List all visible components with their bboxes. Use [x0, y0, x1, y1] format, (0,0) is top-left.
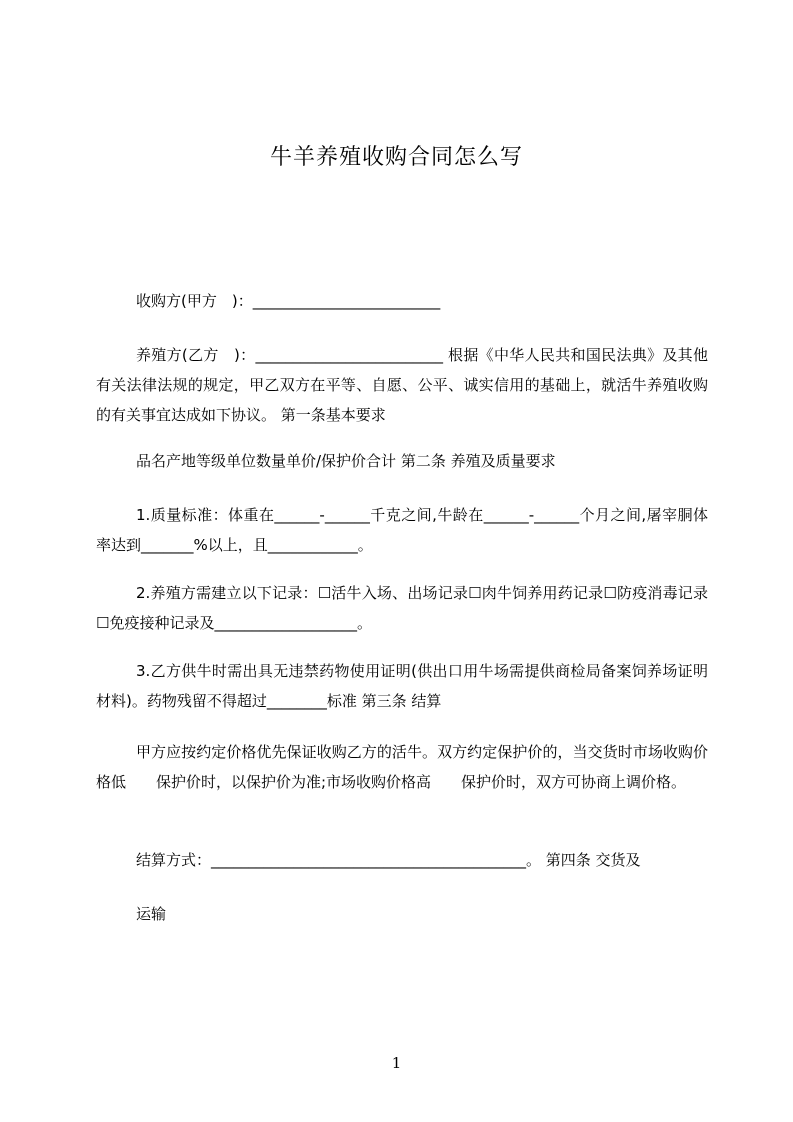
article-one-line: 品名产地等级单位数量单价/保护价合计 第二条 养殖及质量要求 — [136, 452, 556, 470]
party-b-paragraph: 养殖方(乙方 )：_________________________ 根据《中华人民共和国民法典》及其他有关法律法规的规定，甲乙双方在平等、自愿、公平、诚实信用的基础上，就活牛养殖收购的有关事宜达成如下协议。 第一条基本要求 — [96, 346, 708, 424]
party-a-line: 收购方(甲方 )：_________________________ — [136, 292, 441, 310]
quality-standard-paragraph: 1.质量标准：体重在______-______千克之间,牛龄在______-______个月之间,屠宰胴体率达到_______%以上，且____________。 — [96, 506, 708, 554]
settlement-method-line: 结算方式：__________________________________________。 第四条 交货及 — [136, 851, 641, 869]
document-title: 牛羊养殖收购合同怎么写 — [269, 145, 523, 170]
records-paragraph: 2.养殖方需建立以下记录：☐活牛入场、出场记录☐肉牛饲养用药记录☐防疫消毒记录☐免疫接种记录及___________________。 — [96, 584, 708, 632]
protection-price-paragraph: 甲方应按约定价格优先保证收购乙方的活牛。双方约定保护价的，当交货时市场收购价格低 保护价时，以保护价为准;市场收购价格高 保护价时，双方可协商上调价格。 — [96, 743, 708, 791]
transport-line: 运输 — [136, 905, 167, 923]
page-number: 1 — [391, 1054, 402, 1072]
drug-certificate-paragraph: 3.乙方供牛时需出具无违禁药物使用证明(供出口用牛场需提供商检局备案饲养场证明材料)。药物残留不得超过________标准 第三条 结算 — [96, 662, 708, 710]
